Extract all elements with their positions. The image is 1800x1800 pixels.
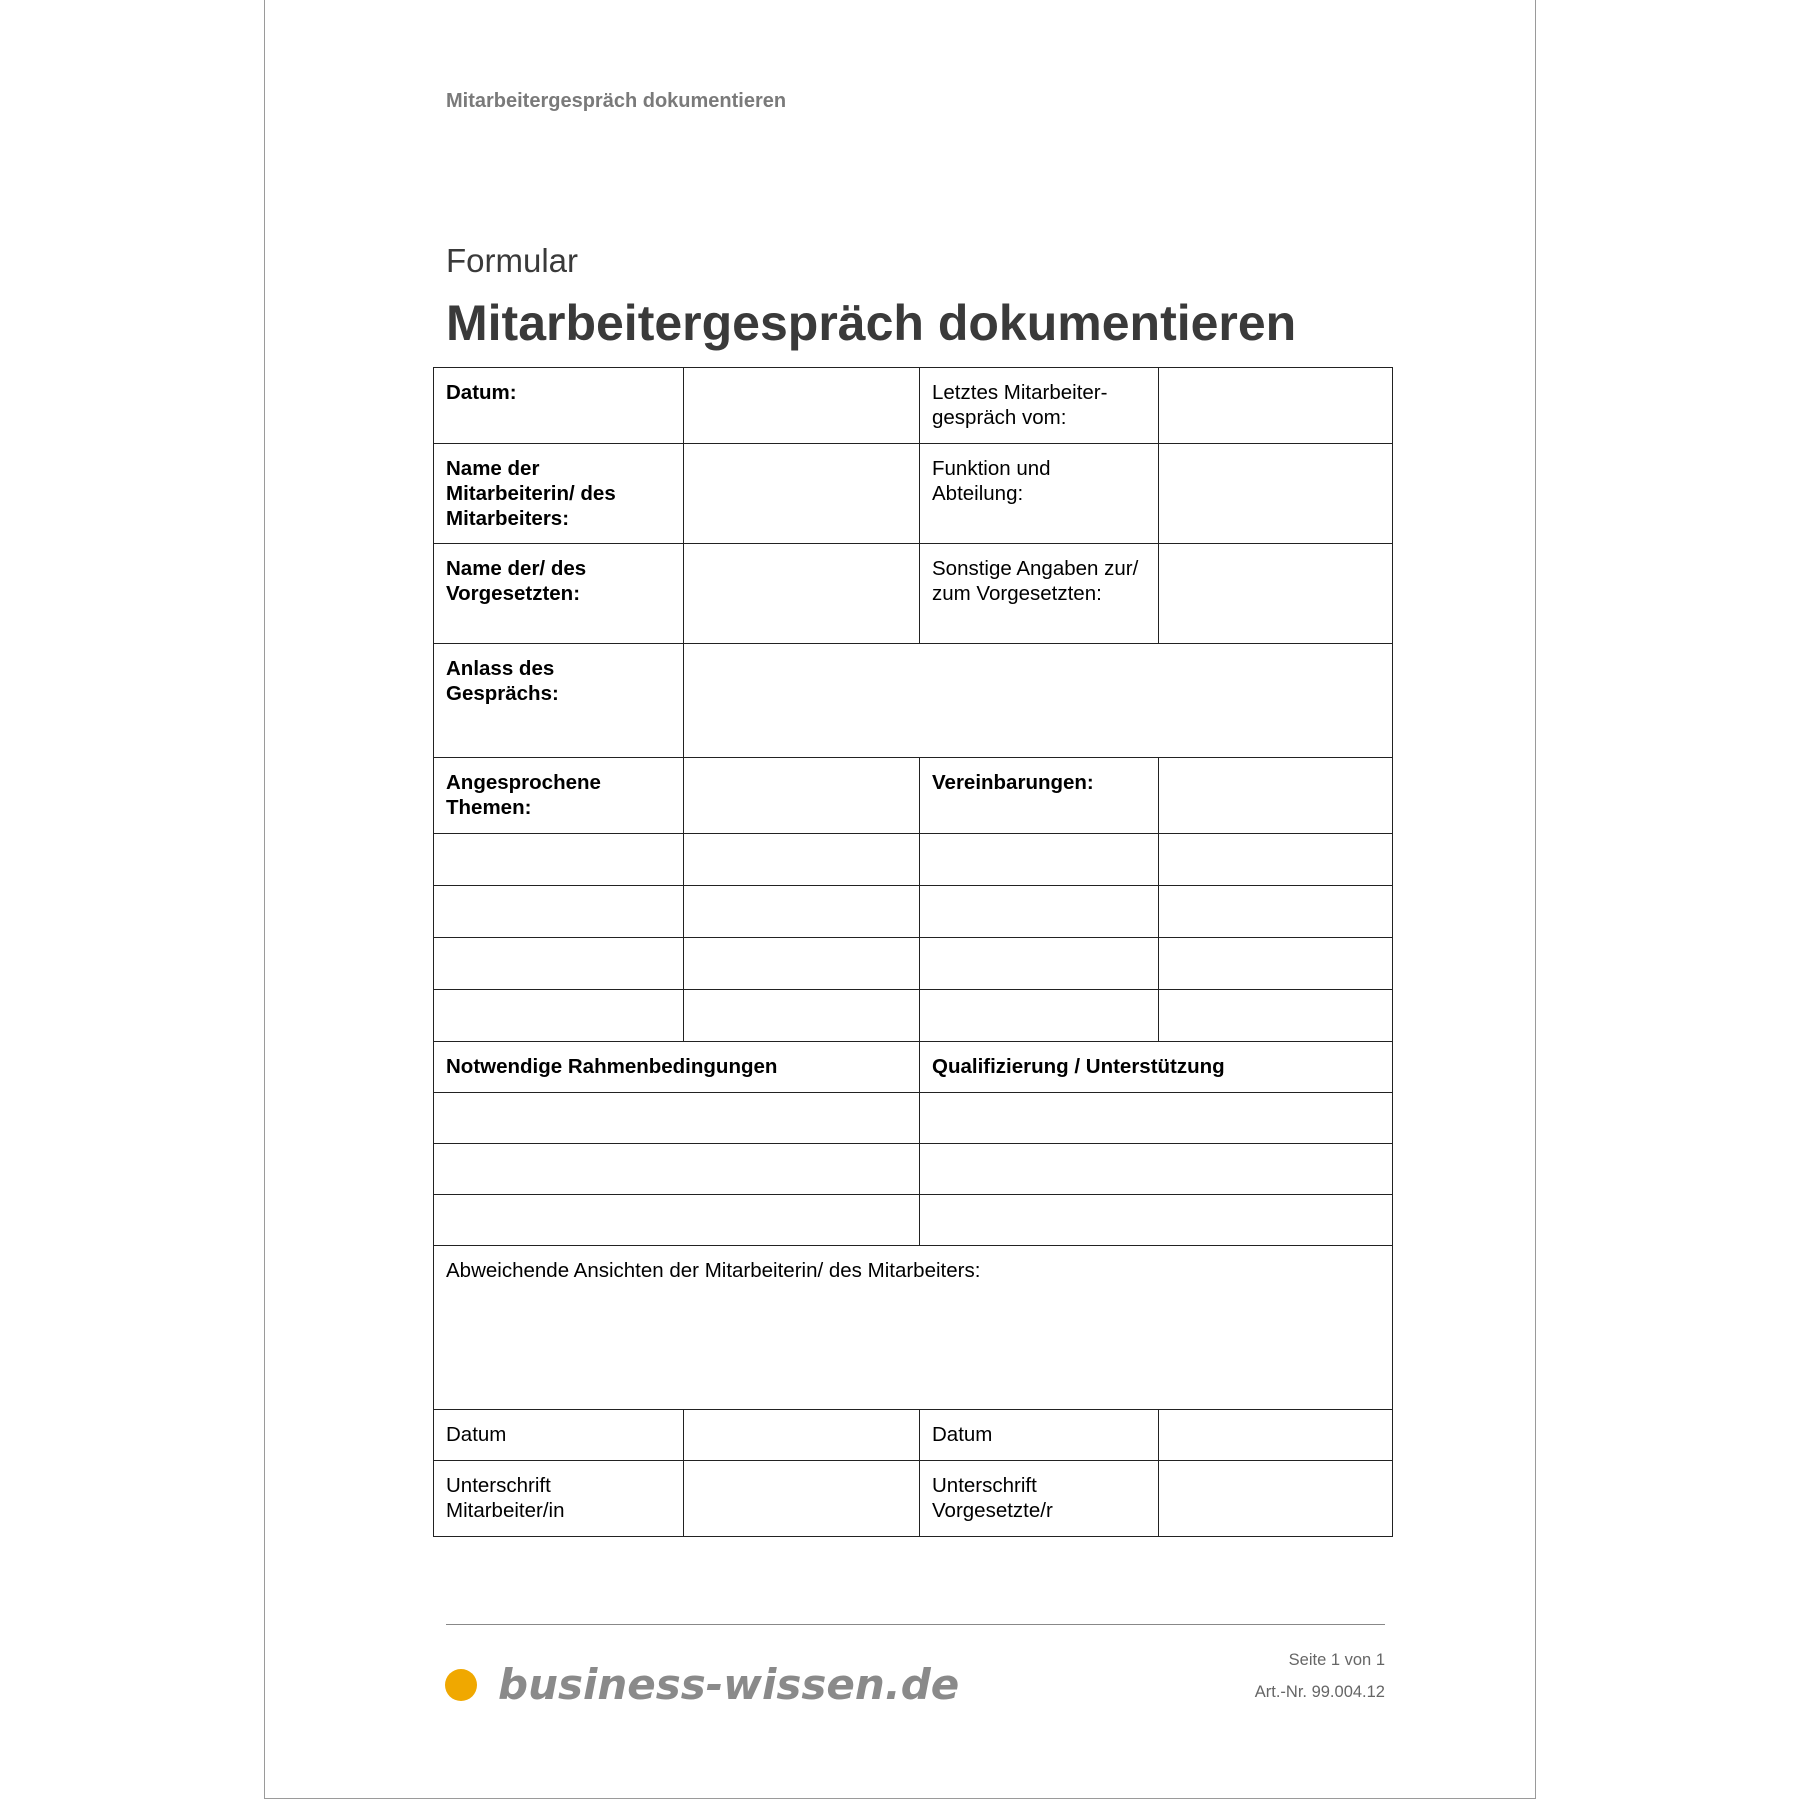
funktion-label: Funktion und Abteilung: — [920, 444, 1159, 544]
document-subtitle: Formular — [446, 242, 579, 279]
logo-dot-icon — [445, 1669, 477, 1701]
vereinbarungen-field[interactable] — [1159, 758, 1393, 834]
table-row — [434, 1410, 1393, 1461]
page-number: Seite 1 von 1 — [1288, 1651, 1385, 1669]
vereinbarungen-cell[interactable] — [1159, 990, 1393, 1042]
unterschrift-vorgesetzter-field[interactable] — [1159, 1461, 1393, 1537]
themen-cell[interactable] — [434, 834, 684, 886]
footer-divider — [446, 1624, 1385, 1625]
datum-vorgesetzter-label: Datum — [920, 1410, 1159, 1461]
themen-cell[interactable] — [684, 886, 920, 938]
anlass-label: Anlass des Gesprächs: — [434, 644, 684, 758]
qualifizierung-cell[interactable] — [920, 1195, 1393, 1246]
themen-cell[interactable] — [684, 990, 920, 1042]
abweichende-ansichten-field[interactable] — [434, 1246, 1393, 1410]
table-row — [434, 886, 1393, 938]
datum-vorgesetzter-field[interactable] — [1159, 1410, 1393, 1461]
vereinbarungen-cell[interactable] — [1159, 938, 1393, 990]
table-row — [434, 1144, 1393, 1195]
table-row — [434, 834, 1393, 886]
table-row — [434, 938, 1393, 990]
themen-label: Angesprochene Themen: — [434, 758, 684, 834]
vereinbarungen-cell[interactable] — [920, 834, 1159, 886]
themen-cell[interactable] — [434, 938, 684, 990]
datum-mitarbeiter-label: Datum — [434, 1410, 684, 1461]
rahmenbedingungen-cell[interactable] — [434, 1195, 920, 1246]
themen-cell[interactable] — [684, 834, 920, 886]
vereinbarungen-cell[interactable] — [920, 886, 1159, 938]
name-vorgesetzter-label: Name der/ des Vorgesetzten: — [434, 544, 684, 644]
table-row — [434, 1195, 1393, 1246]
running-header: Mitarbeitergespräch dokumentieren — [446, 90, 787, 112]
unterschrift-mitarbeiter-field[interactable] — [684, 1461, 920, 1537]
interview-form-table — [433, 367, 1393, 1537]
sonstige-angaben-label: Sonstige Angaben zur/ zum Vorgesetzten: — [920, 544, 1159, 644]
table-row — [434, 368, 1393, 444]
table-row — [434, 444, 1393, 544]
letztes-gespraech-field[interactable] — [1159, 368, 1393, 444]
vereinbarungen-label: Vereinbarungen: — [920, 758, 1159, 834]
unterschrift-mitarbeiter-label: Unterschrift Mitarbeiter/in — [434, 1461, 684, 1537]
name-mitarbeiter-field[interactable] — [684, 444, 920, 544]
rahmenbedingungen-cell[interactable] — [434, 1144, 920, 1195]
datum-mitarbeiter-field[interactable] — [684, 1410, 920, 1461]
themen-field[interactable] — [684, 758, 920, 834]
name-vorgesetzter-field[interactable] — [684, 544, 920, 644]
table-row — [434, 1461, 1393, 1537]
sonstige-angaben-field[interactable] — [1159, 544, 1393, 644]
qualifizierung-label: Qualifizierung / Unterstützung — [920, 1042, 1393, 1093]
table-row — [434, 758, 1393, 834]
anlass-field[interactable] — [684, 644, 1393, 758]
datum-label: Datum: — [434, 368, 684, 444]
table-row — [434, 1093, 1393, 1144]
document-title: Mitarbeitergespräch dokumentieren — [446, 295, 1297, 351]
letztes-gespraech-label: Letztes Mitarbeiter-gespräch vom: — [920, 368, 1159, 444]
qualifizierung-cell[interactable] — [920, 1093, 1393, 1144]
rahmenbedingungen-label: Notwendige Rahmenbedingungen — [434, 1042, 920, 1093]
abweichende-ansichten-label: Abweichende Ansichten der Mitarbeiterin/ des Mitarbeiters: — [446, 1259, 981, 1282]
rahmenbedingungen-cell[interactable] — [434, 1093, 920, 1144]
themen-cell[interactable] — [434, 886, 684, 938]
table-row — [434, 1042, 1393, 1093]
funktion-field[interactable] — [1159, 444, 1393, 544]
unterschrift-vorgesetzter-label: Unterschrift Vorgesetzte/r — [920, 1461, 1159, 1537]
name-mitarbeiter-label: Name der Mitarbeiterin/ des Mitarbeiters: — [434, 444, 684, 544]
themen-cell[interactable] — [684, 938, 920, 990]
table-row — [434, 1246, 1393, 1410]
vereinbarungen-cell[interactable] — [1159, 834, 1393, 886]
table-row — [434, 544, 1393, 644]
qualifizierung-cell[interactable] — [920, 1144, 1393, 1195]
article-number: Art.-Nr. 99.004.12 — [1254, 1683, 1385, 1701]
brand-logo: business-wissen.de — [498, 1660, 960, 1709]
vereinbarungen-cell[interactable] — [920, 938, 1159, 990]
vereinbarungen-cell[interactable] — [920, 990, 1159, 1042]
themen-cell[interactable] — [434, 990, 684, 1042]
datum-field[interactable] — [684, 368, 920, 444]
table-row — [434, 990, 1393, 1042]
table-row — [434, 644, 1393, 758]
vereinbarungen-cell[interactable] — [1159, 886, 1393, 938]
